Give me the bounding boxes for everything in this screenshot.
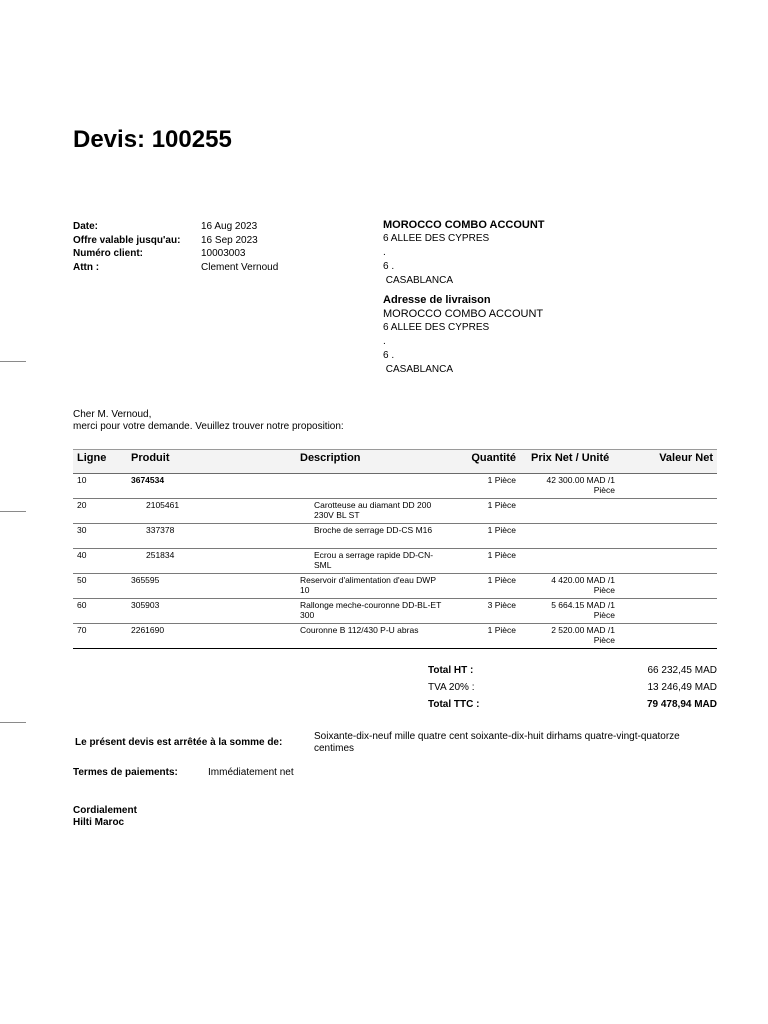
price-unit: Pièce — [593, 634, 615, 645]
table-row — [73, 624, 717, 649]
delivery-line4: 6 . — [383, 350, 395, 361]
cell-line: 40 — [77, 550, 87, 560]
cell-unit-price — [525, 501, 615, 511]
cell-unit-price — [525, 626, 615, 645]
meta-row-client-number — [73, 247, 278, 261]
table-row — [73, 524, 717, 549]
cell-unit-price — [525, 551, 615, 561]
cell-line: 20 — [77, 500, 87, 510]
cell-line: 30 — [77, 525, 87, 535]
tva-label: TVA 20% : — [428, 682, 475, 693]
total-ttc-label: Total TTC : — [428, 699, 480, 710]
meta-label: Offre valable jusqu'au: — [73, 234, 181, 246]
delivery-address — [383, 293, 543, 377]
cell-quantity: 1 Pièce — [487, 525, 516, 535]
delivery-name: MOROCCO COMBO ACCOUNT — [383, 308, 544, 320]
cell-line: 10 — [77, 475, 87, 485]
billing-name: MOROCCO COMBO ACCOUNT — [383, 219, 545, 231]
cell-product: 251834 — [146, 550, 175, 560]
closing — [73, 805, 137, 828]
header-product: Produit — [131, 452, 170, 464]
delivery-line3: . — [383, 336, 386, 347]
cell-unit-price — [525, 526, 615, 536]
cell-description: Broche de serrage DD-CS M16 — [314, 525, 433, 535]
price-amount: 42 300.00 MAD /1 — [546, 475, 615, 485]
table-row — [73, 474, 717, 499]
page-title: Devis: 100255 — [73, 126, 232, 153]
meta-value: Clement Vernoud — [201, 261, 279, 273]
cell-quantity: 3 Pièce — [487, 600, 516, 610]
cell-product: 337378 — [146, 525, 175, 535]
fold-mark — [0, 511, 26, 512]
billing-city: CASABLANCA — [383, 275, 454, 286]
price-amount: 2 520.00 MAD /1 — [551, 625, 615, 635]
cell-line: 50 — [77, 575, 87, 585]
total-ht-value: 66 232,45 MAD — [647, 665, 717, 676]
amount-in-words: Soixante-dix-neuf mille quatre cent soixante-dix-huit dirhams quatre-vingt-quatorze centimes — [314, 731, 680, 754]
header-line: Ligne — [77, 452, 107, 464]
cell-quantity: 1 Pièce — [487, 500, 516, 510]
delivery-street: 6 ALLEE DES CYPRES — [383, 322, 490, 333]
fold-mark — [0, 361, 26, 362]
price-unit: Pièce — [593, 584, 615, 595]
cell-product: 2261690 — [131, 625, 165, 635]
total-ht-label: Total HT : — [428, 665, 474, 676]
amount-label: Le présent devis est arrêtée à la somme de: — [75, 737, 283, 748]
cell-description: Reservoir d'alimentation d'eau DWP 10 — [300, 575, 436, 595]
billing-line4: 6 . — [383, 261, 395, 272]
cell-product: 305903 — [131, 600, 160, 610]
header-quantity: Quantité — [471, 452, 516, 464]
total-ht-row — [428, 664, 717, 681]
cell-line: 60 — [77, 600, 87, 610]
tva-value: 13 246,49 MAD — [647, 682, 717, 693]
table-row — [73, 574, 717, 599]
greeting-message: merci pour votre demande. Veuillez trouver notre proposition: — [73, 420, 344, 432]
header-unit-price: Prix Net / Unité — [531, 452, 610, 464]
price-amount: 5 664.15 MAD /1 — [551, 600, 615, 610]
payment-terms-label: Termes de paiements: — [73, 767, 178, 778]
price-unit: Pièce — [593, 484, 615, 495]
meta-value: 10003003 — [201, 248, 246, 259]
tva-row — [428, 681, 717, 698]
items-table — [73, 449, 717, 649]
meta-value: 16 Aug 2023 — [201, 221, 258, 232]
meta-label: Numéro client: — [73, 248, 144, 259]
cell-quantity: 1 Pièce — [487, 575, 516, 585]
meta-row-attn — [73, 261, 278, 275]
cell-description: Couronne B 112/430 P-U abras — [300, 625, 419, 635]
cell-quantity: 1 Pièce — [487, 550, 516, 560]
table-row — [73, 599, 717, 624]
billing-line3: . — [383, 247, 386, 258]
billing-street: 6 ALLEE DES CYPRES — [383, 233, 490, 244]
greeting-salutation: Cher M. Vernoud, — [73, 409, 152, 420]
meta-row-valid-until — [73, 234, 278, 248]
table-row — [73, 499, 717, 524]
payment-terms-value: Immédiatement net — [208, 767, 294, 778]
cell-description: Ecrou a serrage rapide DD-CN-SML — [314, 550, 434, 570]
cell-line: 70 — [77, 625, 87, 635]
meta-label: Attn : — [73, 261, 100, 273]
billing-address — [383, 218, 545, 288]
greeting — [73, 409, 344, 432]
meta-label: Date: — [73, 221, 99, 232]
cell-unit-price — [525, 576, 615, 595]
cell-product: 3674534 — [131, 475, 165, 485]
cell-unit-price — [525, 476, 615, 495]
total-ttc-value: 79 478,94 MAD — [646, 699, 717, 710]
cell-quantity: 1 Pièce — [487, 475, 516, 485]
cell-description: Rallonge meche-couronne DD-BL-ET 300 — [300, 600, 442, 620]
price-amount: 4 420.00 MAD /1 — [551, 575, 615, 585]
table-header — [73, 449, 717, 474]
cell-quantity: 1 Pièce — [487, 625, 516, 635]
total-ttc-row — [428, 698, 717, 715]
header-net-value: Valeur Net — [659, 452, 713, 464]
quote-meta — [73, 220, 278, 274]
cell-product: 365595 — [131, 575, 160, 585]
cell-description: Carotteuse au diamant DD 200 230V BL ST — [314, 500, 432, 520]
delivery-city: CASABLANCA — [383, 364, 454, 375]
cell-unit-price — [525, 601, 615, 620]
fold-mark — [0, 722, 26, 723]
table-row — [73, 549, 717, 574]
cell-product: 2105461 — [146, 500, 180, 510]
meta-value: 16 Sep 2023 — [201, 234, 258, 246]
closing-signatory: Hilti Maroc — [73, 816, 125, 828]
meta-row-date — [73, 220, 278, 234]
closing-salutation: Cordialement — [73, 805, 137, 816]
header-description: Description — [300, 452, 361, 464]
delivery-heading: Adresse de livraison — [383, 294, 491, 306]
price-unit: Pièce — [593, 609, 615, 620]
totals — [428, 664, 717, 715]
